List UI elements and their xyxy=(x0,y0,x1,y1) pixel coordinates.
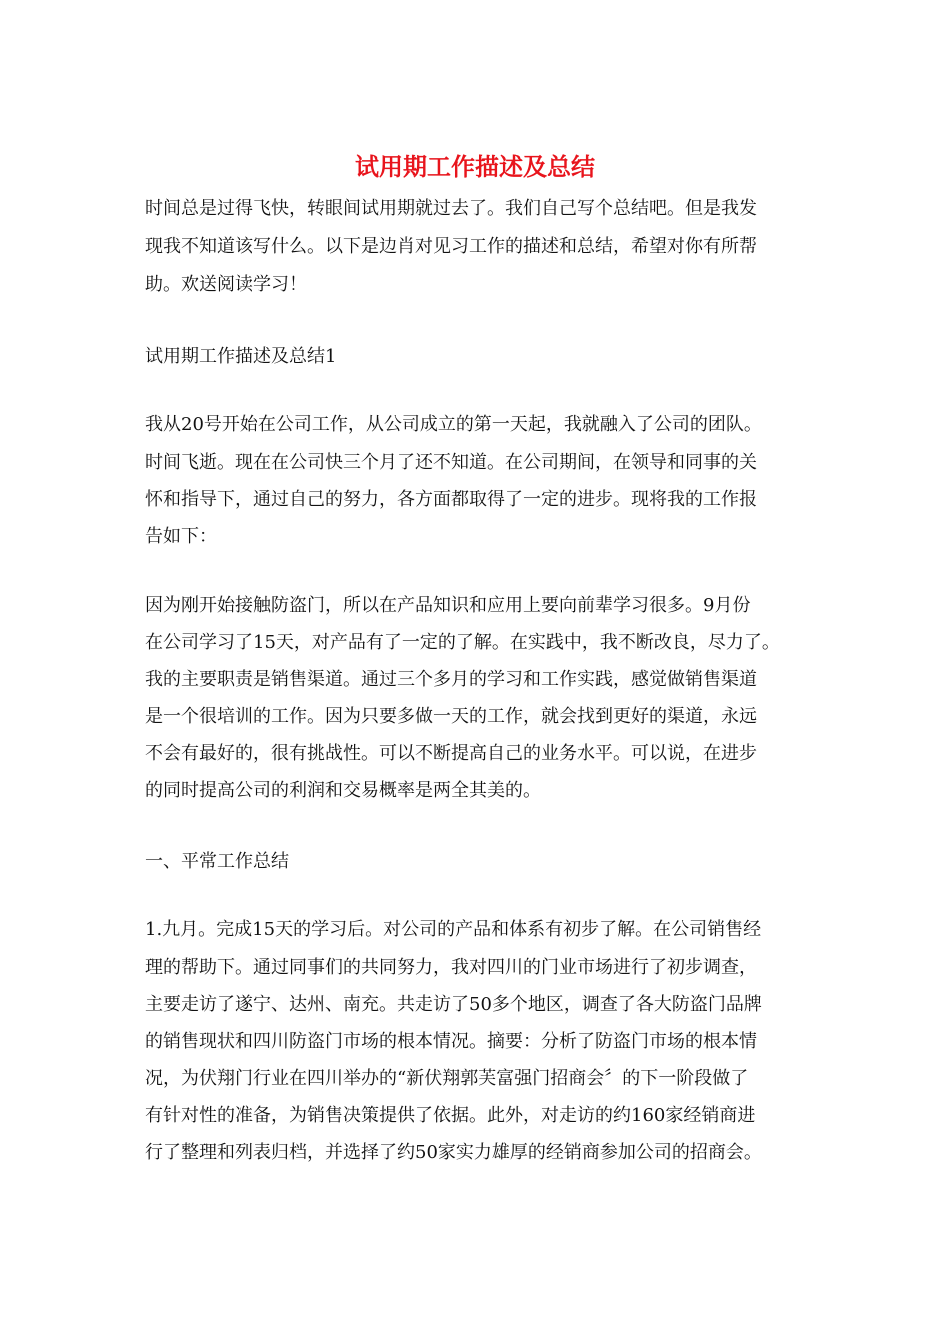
paragraph-line: 我的主要职责是销售渠道。通过三个多月的学习和工作实践，感觉做销售渠道 xyxy=(145,669,757,690)
intro-line: 助。欢送阅读学习！ xyxy=(145,274,307,295)
paragraph-line: 告如下： xyxy=(145,526,217,547)
intro-line: 现我不知道该写什么。以下是边肖对见习工作的描述和总结，希望对你有所帮 xyxy=(145,236,757,257)
paragraph-line: 不会有最好的，很有挑战性。可以不断提高自己的业务水平。可以说，在进步 xyxy=(145,743,757,764)
document-title: 试用期工作描述及总结 xyxy=(355,153,595,181)
paragraph-line: 时间飞逝。现在在公司快三个月了还不知道。在公司期间，在领导和同事的关 xyxy=(145,452,757,473)
paragraph-line: 主要走访了遂宁、达州、南充。共走访了50多个地区，调查了各大防盗门品牌 xyxy=(145,994,762,1015)
paragraph-line: 行了整理和列表归档，并选择了约50家实力雄厚的经销商参加公司的招商会。 xyxy=(145,1142,762,1163)
paragraph-line: 的销售现状和四川防盗门市场的根本情况。摘要：分析了防盗门市场的根本情 xyxy=(145,1031,757,1052)
paragraph-line: 况，为伏翔门行业在四川举办的“新伏翔郭芙富强门招商会〞的下一阶段做了 xyxy=(145,1068,749,1089)
paragraph-line: 在公司学习了15天，对产品有了一定的了解。在实践中，我不断改良，尽力了。 xyxy=(145,632,780,653)
paragraph-line: 1.九月。完成15天的学习后。对公司的产品和体系有初步了解。在公司销售经 xyxy=(145,919,762,940)
paragraph-line: 的同时提高公司的利润和交易概率是两全其美的。 xyxy=(145,780,541,801)
paragraph-line: 因为刚开始接触防盗门，所以在产品知识和应用上要向前辈学习很多。9月份 xyxy=(145,595,751,616)
paragraph-line: 是一个很培训的工作。因为只要多做一天的工作，就会找到更好的渠道，永远 xyxy=(145,706,757,727)
subheading: 一、平常工作总结 xyxy=(145,851,289,872)
paragraph-line: 我从20号开始在公司工作，从公司成立的第一天起，我就融入了公司的团队。 xyxy=(145,414,762,435)
section-heading: 试用期工作描述及总结1 xyxy=(145,346,337,367)
paragraph-line: 理的帮助下。通过同事们的共同努力，我对四川的门业市场进行了初步调查， xyxy=(145,957,757,978)
intro-line: 时间总是过得飞快，转眼间试用期就过去了。我们自己写个总结吧。但是我发 xyxy=(145,198,757,219)
paragraph-line: 有针对性的准备，为销售决策提供了依据。此外，对走访的约160家经销商进 xyxy=(145,1105,756,1126)
paragraph-line: 怀和指导下，通过自己的努力，各方面都取得了一定的进步。现将我的工作报 xyxy=(145,489,757,510)
